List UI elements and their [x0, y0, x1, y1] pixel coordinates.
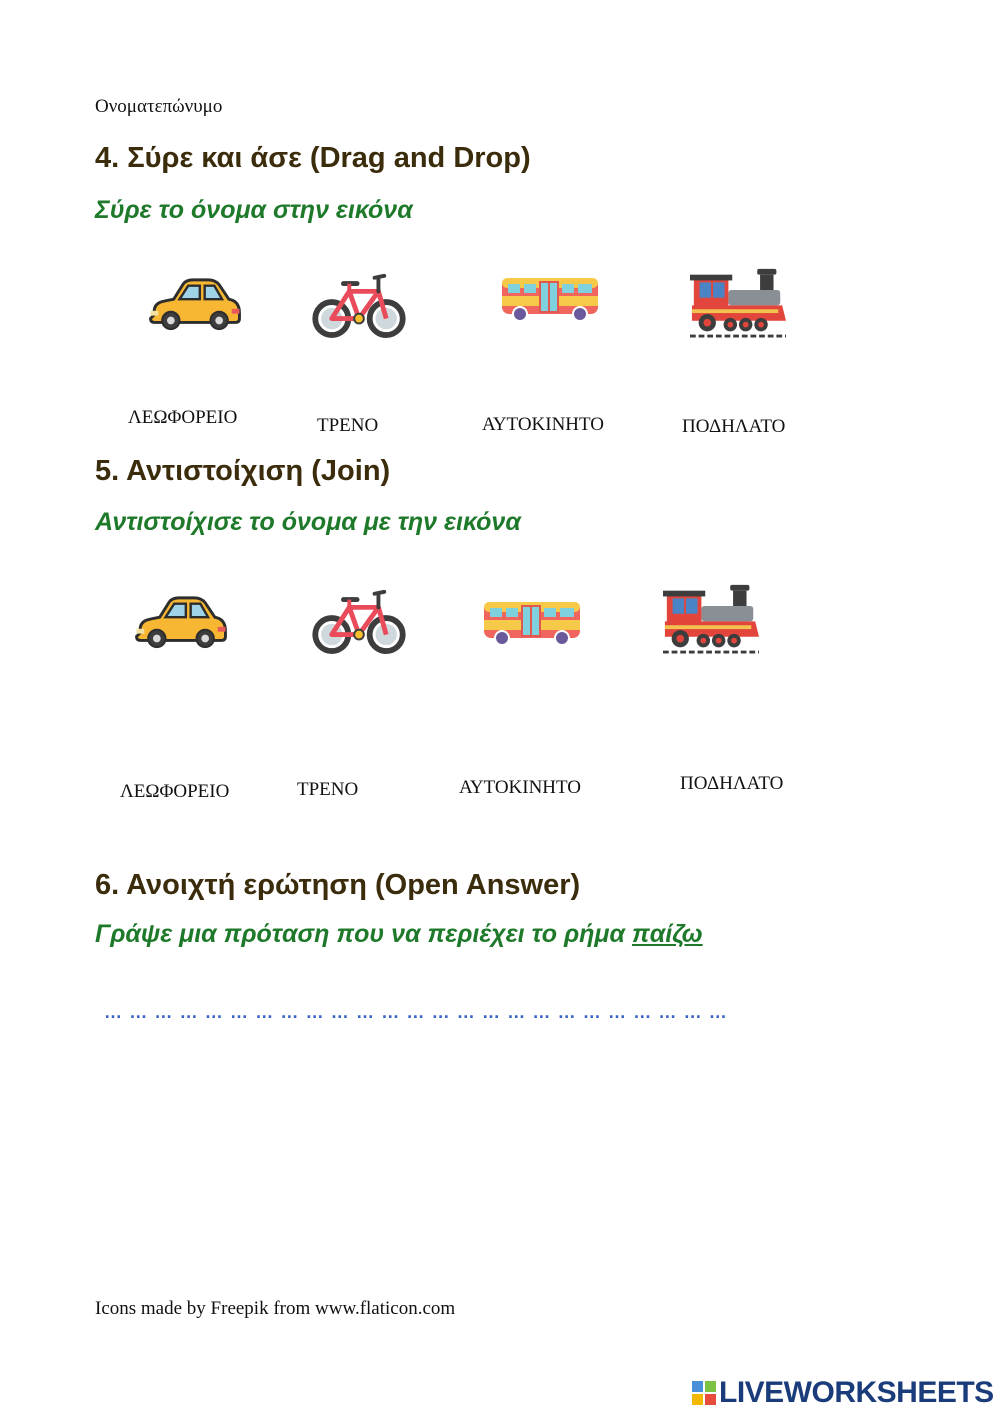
section-4-instruction: Σύρε το όνομα στην εικόνα [95, 196, 413, 224]
icon-credit: Icons made by Freepik from www.flaticon.com [95, 1298, 456, 1319]
join-label-bicycle[interactable]: ΠΟΔΗΛΑΤΟ [680, 773, 784, 794]
answer-input-line[interactable]: ………………………………………………………………… [104, 1002, 734, 1022]
drag-label-bicycle[interactable]: ΠΟΔΗΛΑΤΟ [682, 416, 786, 437]
liveworksheets-logo-icon [692, 1381, 716, 1405]
section-4-title: 4. Σύρε και άσε (Drag and Drop) [95, 142, 531, 174]
section-6-instruction [95, 920, 703, 949]
join-label-train[interactable]: ΤΡΕΝΟ [297, 779, 359, 800]
drag-label-train[interactable]: ΤΡΕΝΟ [317, 415, 379, 436]
drag-label-car[interactable]: ΑΥΤΟΚΙΝΗΤΟ [482, 414, 605, 435]
logo-text: LIVEWORKSHEETS [719, 1376, 994, 1409]
bus-icon [500, 274, 600, 324]
bicycle-icon[interactable] [310, 586, 408, 654]
join-label-car[interactable]: ΑΥΤΟΚΙΝΗΤΟ [459, 777, 582, 798]
car-icon[interactable] [132, 594, 230, 652]
car-icon [146, 276, 244, 334]
section-5-instruction: Αντιστοίχισε το όνομα με την εικόνα [95, 508, 521, 536]
join-label-bus[interactable]: ΛΕΩΦΟΡΕΙΟ [120, 781, 230, 802]
train-icon[interactable] [663, 582, 759, 656]
section-6-title: 6. Ανοιχτή ερώτηση (Open Answer) [95, 869, 581, 901]
name-label: Ονοματεπώνυμο [95, 96, 223, 117]
drag-label-bus[interactable]: ΛΕΩΦΟΡΕΙΟ [128, 407, 238, 428]
section-5-title: 5. Αντιστοίχιση (Join) [95, 455, 391, 487]
liveworksheets-logo [692, 1376, 994, 1410]
verb-underlined: παίζω [631, 920, 703, 948]
bicycle-icon [310, 270, 408, 338]
bus-icon[interactable] [482, 598, 582, 648]
train-icon [690, 266, 786, 340]
instruction-text: Γράψε μια πρόταση που να περιέχει το ρήμα [95, 920, 632, 948]
